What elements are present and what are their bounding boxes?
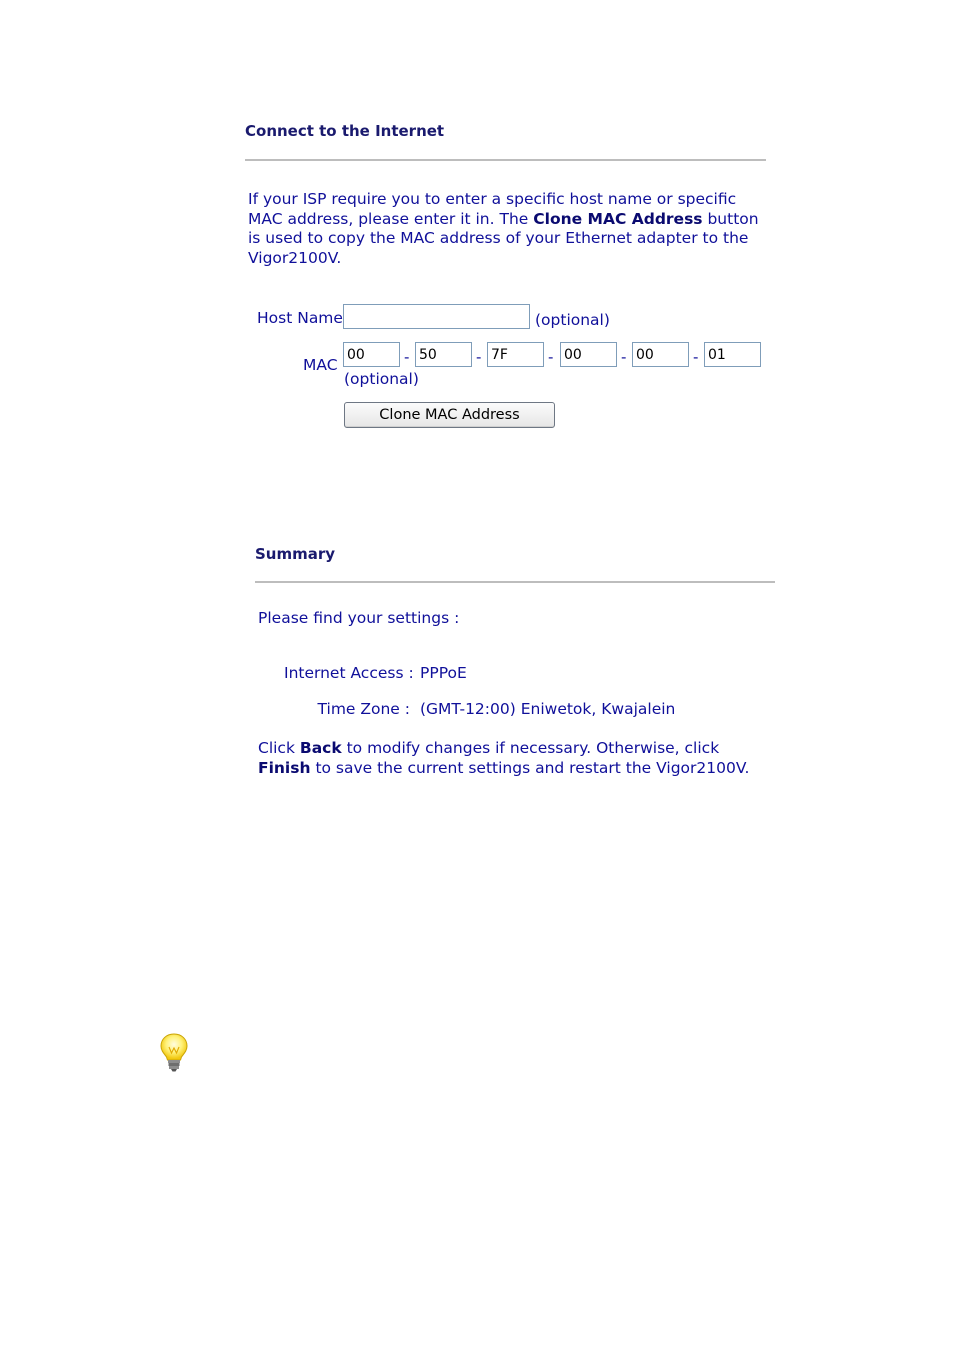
mac-octet-4-input[interactable]: [560, 342, 617, 367]
summary-note-finish: Finish: [258, 758, 311, 777]
mac-separator: -: [621, 348, 627, 366]
connect-intro-text-2: button is used to copy the MAC address of your Ethernet adapter to the Vigor2100V.: [248, 209, 759, 267]
mac-octet-5-input[interactable]: [632, 342, 689, 367]
mac-octet-6-input[interactable]: [704, 342, 761, 367]
mac-octet-2-input[interactable]: [415, 342, 472, 367]
mac-separator: -: [693, 348, 699, 366]
mac-octet-3-input[interactable]: [487, 342, 544, 367]
summary-note-text: Click: [258, 739, 300, 757]
summary-note: [258, 739, 770, 778]
connect-intro: [248, 190, 760, 268]
summary-divider: [255, 581, 775, 583]
host-name-optional: (optional): [535, 311, 610, 329]
time-zone-label: Time Zone :: [317, 700, 410, 718]
mac-separator: -: [404, 348, 410, 366]
mac-octet-1-input[interactable]: [343, 342, 400, 367]
internet-access-value: PPPoE: [420, 664, 467, 682]
mac-optional: (optional): [344, 370, 419, 388]
mac-separator: -: [476, 348, 482, 366]
lightbulb-icon: [156, 1031, 192, 1073]
summary-note-back: Back: [299, 739, 342, 757]
time-zone-value: (GMT-12:00) Eniwetok, Kwajalein: [420, 700, 676, 718]
connect-divider: [245, 159, 766, 161]
host-name-input[interactable]: [343, 304, 530, 329]
connect-title: Connect to the Internet: [245, 122, 445, 140]
summary-title: Summary: [255, 545, 336, 563]
summary-note-text-2: to modify changes if necessary. Otherwise, click: [341, 739, 720, 757]
mac-separator: -: [548, 348, 554, 366]
internet-access-label: Internet Access :: [284, 664, 414, 682]
mac-label: MAC: [303, 356, 338, 374]
summary-intro: Please find your settings :: [258, 609, 460, 627]
connect-intro-bold: Clone MAC Address: [533, 209, 703, 228]
summary-note-text-3: to save the current settings and restart the Vigor2100V.: [310, 758, 750, 777]
connect-intro-text: If your ISP require you to enter a specific host name or specific MAC address, please enter it in. The: [248, 190, 737, 228]
clone-mac-address-button[interactable]: Clone MAC Address: [344, 402, 555, 428]
host-name-label: Host Name: [257, 309, 343, 327]
